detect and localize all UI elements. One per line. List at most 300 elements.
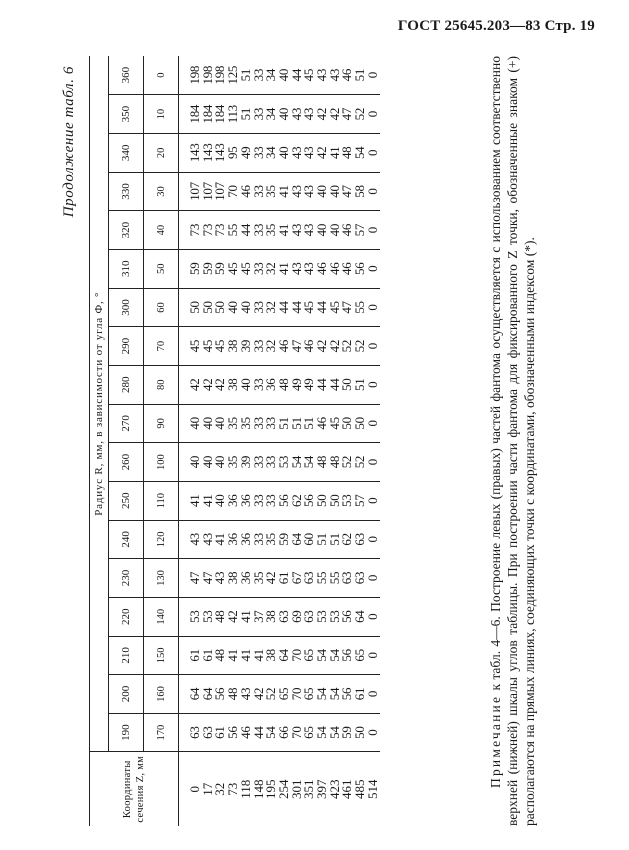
angle-bottom-header: 0 xyxy=(144,56,179,95)
z-coordinate-cell: 148 xyxy=(250,779,266,799)
radius-cell: 0 xyxy=(367,211,380,250)
radius-cell: 0 xyxy=(367,249,380,288)
radius-cell: 33 xyxy=(253,365,266,404)
radius-cell: 54 xyxy=(329,675,342,714)
radius-cell: 40 xyxy=(227,288,240,327)
radius-cell: 54 xyxy=(316,636,329,675)
corner-header: Координаты сечения Z, мм xyxy=(90,752,179,826)
radius-cell: 33 xyxy=(253,211,266,250)
radius-cell: 0 xyxy=(367,404,380,443)
radius-cell: 46 xyxy=(341,56,354,95)
radius-cell: 40 xyxy=(179,443,202,482)
radius-cell: 63 xyxy=(303,597,316,636)
angle-bottom-header: 150 xyxy=(144,636,179,675)
radius-cell: 38 xyxy=(227,365,240,404)
radius-cell: 52 xyxy=(341,327,354,366)
radius-cell: 43 xyxy=(303,249,316,288)
radius-cell: 50 xyxy=(214,288,227,327)
radius-cell: 40 xyxy=(278,134,291,173)
table-row xyxy=(303,56,316,826)
radius-cell: 41 xyxy=(202,481,215,520)
radius-cell: 143 xyxy=(214,134,227,173)
radius-cell: 48 xyxy=(214,636,227,675)
radius-cell: 0 xyxy=(367,172,380,211)
radius-cell: 43 xyxy=(316,56,329,95)
radius-cell: 43 xyxy=(291,249,304,288)
table-row xyxy=(291,56,304,826)
radius-cell: 0 xyxy=(367,636,380,675)
radius-cell: 41 xyxy=(240,597,253,636)
angle-top-header: 250 xyxy=(109,481,144,520)
radius-cell: 55 xyxy=(316,559,329,598)
radius-cell: 0 xyxy=(367,56,380,95)
radius-cell: 40 xyxy=(278,56,291,95)
radius-cell: 34 xyxy=(265,134,278,173)
radius-cell: 33 xyxy=(253,56,266,95)
radius-cell: 143 xyxy=(179,134,202,173)
radius-cell: 53 xyxy=(278,443,291,482)
radius-cell: 47 xyxy=(291,327,304,366)
radius-cell: 70 xyxy=(227,172,240,211)
radius-cell: 50 xyxy=(329,481,342,520)
radius-cell: 61 xyxy=(202,636,215,675)
radius-cell: 46 xyxy=(278,327,291,366)
radius-cell: 0 xyxy=(367,481,380,520)
radius-cell: 47 xyxy=(341,288,354,327)
radius-cell: 73 xyxy=(214,211,227,250)
radius-cell: 65 xyxy=(303,675,316,714)
radius-cell: 52 xyxy=(341,443,354,482)
radius-cell: 67 xyxy=(291,559,304,598)
table-row xyxy=(367,56,380,826)
radius-cell: 0 xyxy=(367,95,380,134)
radius-cell: 42 xyxy=(202,365,215,404)
radius-cell: 64 xyxy=(202,675,215,714)
radius-cell: 49 xyxy=(240,134,253,173)
radius-cell: 65 xyxy=(303,713,316,752)
radius-cell: 45 xyxy=(179,327,202,366)
radius-cell: 54 xyxy=(329,636,342,675)
z-coordinate-cell: 351 xyxy=(301,779,317,799)
radius-cell: 44 xyxy=(316,288,329,327)
radius-cell: 0 xyxy=(367,327,380,366)
radius-cell: 42 xyxy=(214,365,227,404)
radius-cell: 52 xyxy=(265,675,278,714)
radius-cell: 70 xyxy=(291,636,304,675)
radius-cell: 46 xyxy=(341,211,354,250)
radius-cell: 41 xyxy=(278,249,291,288)
radius-cell: 65 xyxy=(278,675,291,714)
radius-cell: 33 xyxy=(253,520,266,559)
radius-cell: 46 xyxy=(341,249,354,288)
radius-cell: 59 xyxy=(202,249,215,288)
radius-cell: 48 xyxy=(329,443,342,482)
radius-cell: 63 xyxy=(303,559,316,598)
z-coordinate-cell: 301 xyxy=(288,779,304,799)
radius-cell: 35 xyxy=(265,211,278,250)
radius-cell: 63 xyxy=(179,713,202,752)
radius-cell: 45 xyxy=(303,56,316,95)
radius-cell: 45 xyxy=(303,288,316,327)
radius-cell: 59 xyxy=(214,249,227,288)
z-coordinate-cell: 0 xyxy=(187,786,202,793)
radius-cell: 33 xyxy=(253,95,266,134)
radius-cell: 63 xyxy=(341,559,354,598)
angle-bottom-header: 120 xyxy=(144,520,179,559)
radius-cell: 37 xyxy=(253,597,266,636)
table-row xyxy=(253,56,266,826)
radius-cell: 40 xyxy=(329,211,342,250)
group-header: Радиус R, мм, в зависимости от угла Ф, ° xyxy=(90,56,109,752)
angle-bottom-header: 160 xyxy=(144,675,179,714)
radius-cell: 61 xyxy=(354,675,367,714)
radius-cell: 53 xyxy=(341,481,354,520)
radius-cell: 42 xyxy=(316,95,329,134)
angle-top-header: 240 xyxy=(109,520,144,559)
radius-cell: 44 xyxy=(291,288,304,327)
angle-top-header: 190 xyxy=(109,713,144,752)
radius-cell: 0 xyxy=(367,365,380,404)
radius-cell: 107 xyxy=(214,172,227,211)
radius-cell: 42 xyxy=(329,95,342,134)
radius-cell: 64 xyxy=(179,675,202,714)
radius-cell: 46 xyxy=(329,249,342,288)
angle-top-header: 200 xyxy=(109,675,144,714)
radius-cell: 54 xyxy=(316,713,329,752)
table-row xyxy=(278,56,291,826)
radius-cell: 41 xyxy=(278,172,291,211)
radius-cell: 35 xyxy=(240,404,253,443)
radius-cell: 40 xyxy=(214,443,227,482)
radius-cell: 51 xyxy=(354,365,367,404)
table-row xyxy=(341,56,354,826)
z-coordinate-cell: 73 xyxy=(225,782,241,796)
radius-cell: 35 xyxy=(227,404,240,443)
radius-cell: 64 xyxy=(291,520,304,559)
radius-cell: 43 xyxy=(303,172,316,211)
radius-cell: 46 xyxy=(303,327,316,366)
radius-cell: 125 xyxy=(227,56,240,95)
radius-cell: 54 xyxy=(265,713,278,752)
radius-cell: 48 xyxy=(341,134,354,173)
radius-cell: 53 xyxy=(329,597,342,636)
radius-cell: 0 xyxy=(367,443,380,482)
angle-top-header: 340 xyxy=(109,134,144,173)
z-coordinate-cell: 485 xyxy=(352,779,368,799)
radius-cell: 73 xyxy=(179,211,202,250)
rotated-page-content xyxy=(59,56,579,826)
radius-cell: 0 xyxy=(367,597,380,636)
radius-cell: 184 xyxy=(214,95,227,134)
radius-cell: 56 xyxy=(341,675,354,714)
radius-cell: 33 xyxy=(253,249,266,288)
radius-cell: 44 xyxy=(253,713,266,752)
radius-cell: 40 xyxy=(202,443,215,482)
radius-cell: 49 xyxy=(291,365,304,404)
angle-bottom-header: 90 xyxy=(144,404,179,443)
radius-cell: 53 xyxy=(179,597,202,636)
radius-cell: 38 xyxy=(265,636,278,675)
angle-bottom-header: 70 xyxy=(144,327,179,366)
radius-cell: 50 xyxy=(354,713,367,752)
radius-cell: 0 xyxy=(367,134,380,173)
footnote-text: к табл. 4—6. Построение левых (правых) частей фантома осуществляется с использованием соответственно верхней (нижней) шкалы углов таблицы. При построении части фантома для фиксированного Z точки, обозначенные знаком (+) располагаются на прямых линиях, соединяющих точки с координатами, обозначенными индексом (*). xyxy=(487,56,537,826)
radius-cell: 52 xyxy=(354,327,367,366)
radius-cell: 56 xyxy=(354,249,367,288)
radius-cell: 65 xyxy=(303,636,316,675)
radius-cell: 62 xyxy=(291,481,304,520)
table-row xyxy=(179,56,202,826)
angle-bottom-header: 60 xyxy=(144,288,179,327)
radius-cell: 198 xyxy=(202,56,215,95)
radius-cell: 51 xyxy=(278,404,291,443)
angle-top-header: 230 xyxy=(109,559,144,598)
radius-cell: 107 xyxy=(179,172,202,211)
radius-cell: 0 xyxy=(367,713,380,752)
radius-cell: 43 xyxy=(179,520,202,559)
radius-cell: 41 xyxy=(240,636,253,675)
radius-cell: 36 xyxy=(265,365,278,404)
radius-cell: 50 xyxy=(202,288,215,327)
radius-cell: 42 xyxy=(227,597,240,636)
radius-cell: 0 xyxy=(367,288,380,327)
radius-cell: 63 xyxy=(202,713,215,752)
radius-cell: 59 xyxy=(278,520,291,559)
radius-cell: 38 xyxy=(227,327,240,366)
radius-cell: 45 xyxy=(227,249,240,288)
radius-cell: 44 xyxy=(278,288,291,327)
radius-cell: 40 xyxy=(240,288,253,327)
radius-cell: 43 xyxy=(240,675,253,714)
radius-cell: 47 xyxy=(341,95,354,134)
radius-cell: 48 xyxy=(214,597,227,636)
radius-cell: 63 xyxy=(354,559,367,598)
angle-bottom-header: 100 xyxy=(144,443,179,482)
angle-top-header: 290 xyxy=(109,327,144,366)
radius-cell: 48 xyxy=(278,365,291,404)
radius-cell: 48 xyxy=(316,443,329,482)
radius-cell: 42 xyxy=(316,327,329,366)
angle-top-header: 210 xyxy=(109,636,144,675)
radius-cell: 44 xyxy=(316,365,329,404)
radius-cell: 44 xyxy=(329,365,342,404)
radius-cell: 40 xyxy=(240,365,253,404)
radius-cell: 56 xyxy=(278,481,291,520)
radius-cell: 42 xyxy=(253,675,266,714)
radius-cell: 47 xyxy=(341,172,354,211)
radius-cell: 46 xyxy=(240,172,253,211)
radius-cell: 60 xyxy=(303,520,316,559)
radius-cell: 43 xyxy=(291,95,304,134)
radius-cell: 44 xyxy=(291,56,304,95)
radius-cell: 43 xyxy=(214,559,227,598)
radius-cell: 45 xyxy=(329,288,342,327)
radius-cell: 70 xyxy=(291,713,304,752)
radius-cell: 33 xyxy=(265,404,278,443)
angle-bottom-header: 170 xyxy=(144,713,179,752)
angle-bottom-header: 10 xyxy=(144,95,179,134)
radius-cell: 36 xyxy=(240,559,253,598)
radius-cell: 33 xyxy=(253,134,266,173)
radius-cell: 55 xyxy=(329,559,342,598)
radius-cell: 64 xyxy=(278,636,291,675)
continuation-label: Продолжение табл. 6 xyxy=(61,66,77,218)
radius-cell: 56 xyxy=(214,675,227,714)
radius-cell: 198 xyxy=(179,56,202,95)
radius-cell: 47 xyxy=(179,559,202,598)
radius-cell: 46 xyxy=(240,713,253,752)
radius-cell: 184 xyxy=(179,95,202,134)
radius-cell: 39 xyxy=(240,443,253,482)
radius-cell: 41 xyxy=(253,636,266,675)
radius-cell: 40 xyxy=(316,172,329,211)
radius-cell: 43 xyxy=(291,211,304,250)
radius-cell: 56 xyxy=(303,481,316,520)
radius-cell: 40 xyxy=(316,211,329,250)
radius-cell: 36 xyxy=(227,481,240,520)
z-coordinate-cell: 118 xyxy=(237,779,253,799)
radius-cell: 51 xyxy=(240,56,253,95)
radius-cell: 52 xyxy=(354,443,367,482)
radius-cell: 38 xyxy=(227,559,240,598)
radius-cell: 33 xyxy=(253,172,266,211)
table-row xyxy=(202,56,215,826)
radius-cell: 55 xyxy=(354,288,367,327)
radius-cell: 45 xyxy=(214,327,227,366)
angle-top-header: 360 xyxy=(109,56,144,95)
radius-cell: 42 xyxy=(329,327,342,366)
radius-cell: 41 xyxy=(214,520,227,559)
radius-cell: 42 xyxy=(179,365,202,404)
angle-bottom-header: 30 xyxy=(144,172,179,211)
radius-cell: 54 xyxy=(329,713,342,752)
angle-top-header: 310 xyxy=(109,249,144,288)
radius-cell: 32 xyxy=(265,249,278,288)
radius-cell: 33 xyxy=(253,288,266,327)
radius-cell: 35 xyxy=(265,172,278,211)
radius-cell: 107 xyxy=(202,172,215,211)
table-row xyxy=(354,56,367,826)
radius-cell: 69 xyxy=(291,597,304,636)
radius-cell: 33 xyxy=(265,443,278,482)
z-coordinate-cell: 461 xyxy=(339,779,355,799)
radius-cell: 56 xyxy=(341,597,354,636)
radius-cell: 43 xyxy=(303,134,316,173)
radius-cell: 59 xyxy=(179,249,202,288)
radius-cell: 35 xyxy=(227,443,240,482)
radius-cell: 61 xyxy=(278,559,291,598)
radius-cell: 143 xyxy=(202,134,215,173)
radius-cell: 50 xyxy=(341,365,354,404)
radius-cell: 33 xyxy=(253,443,266,482)
angle-top-header: 270 xyxy=(109,404,144,443)
radius-cell: 33 xyxy=(265,481,278,520)
angle-bottom-header: 130 xyxy=(144,559,179,598)
footnote xyxy=(487,56,538,826)
radius-cell: 51 xyxy=(303,404,316,443)
radius-cell: 45 xyxy=(202,327,215,366)
radius-cell: 52 xyxy=(354,95,367,134)
angle-bottom-header: 80 xyxy=(144,365,179,404)
radius-cell: 61 xyxy=(179,636,202,675)
radius-cell: 44 xyxy=(240,211,253,250)
z-coordinate-cell: 397 xyxy=(314,779,330,799)
radius-cell: 33 xyxy=(253,327,266,366)
radius-cell: 58 xyxy=(354,172,367,211)
footnote-lead: Примечание xyxy=(487,694,503,788)
radius-cell: 36 xyxy=(227,520,240,559)
table-row xyxy=(329,56,342,826)
radius-cell: 184 xyxy=(202,95,215,134)
radius-cell: 54 xyxy=(316,675,329,714)
radius-cell: 53 xyxy=(316,597,329,636)
angle-bottom-header: 110 xyxy=(144,481,179,520)
radius-cell: 43 xyxy=(329,56,342,95)
angle-top-header: 350 xyxy=(109,95,144,134)
angle-top-header: 300 xyxy=(109,288,144,327)
radius-cell: 51 xyxy=(316,520,329,559)
table-row xyxy=(214,56,227,826)
radius-cell: 66 xyxy=(278,713,291,752)
radius-cell: 41 xyxy=(179,481,202,520)
data-table xyxy=(89,56,380,826)
table-row xyxy=(316,56,329,826)
radius-cell: 0 xyxy=(367,559,380,598)
radius-cell: 45 xyxy=(240,249,253,288)
radius-cell: 53 xyxy=(202,597,215,636)
radius-cell: 62 xyxy=(341,520,354,559)
z-coordinate-cell: 514 xyxy=(364,779,380,799)
radius-cell: 51 xyxy=(291,404,304,443)
angle-top-header: 220 xyxy=(109,597,144,636)
radius-cell: 35 xyxy=(253,559,266,598)
radius-cell: 61 xyxy=(214,713,227,752)
radius-cell: 45 xyxy=(329,404,342,443)
radius-cell: 54 xyxy=(354,134,367,173)
radius-cell: 113 xyxy=(227,95,240,134)
radius-cell: 46 xyxy=(316,404,329,443)
radius-cell: 70 xyxy=(291,675,304,714)
angle-bottom-header: 50 xyxy=(144,249,179,288)
angle-top-header: 320 xyxy=(109,211,144,250)
angle-bottom-header: 40 xyxy=(144,211,179,250)
radius-cell: 36 xyxy=(240,481,253,520)
radius-cell: 43 xyxy=(303,95,316,134)
radius-cell: 34 xyxy=(265,56,278,95)
page-header: ГОСТ 25645.203—83 Стр. 19 xyxy=(397,18,595,34)
z-coordinate-cell: 254 xyxy=(275,779,291,799)
angle-top-header: 280 xyxy=(109,365,144,404)
radius-cell: 42 xyxy=(265,559,278,598)
radius-cell: 32 xyxy=(265,327,278,366)
radius-cell: 40 xyxy=(179,404,202,443)
radius-cell: 42 xyxy=(316,134,329,173)
radius-cell: 50 xyxy=(316,481,329,520)
angle-bottom-header: 20 xyxy=(144,134,179,173)
z-coordinate-cell: 17 xyxy=(199,782,215,796)
radius-cell: 33 xyxy=(253,404,266,443)
radius-cell: 59 xyxy=(341,713,354,752)
radius-cell: 55 xyxy=(227,211,240,250)
radius-cell: 35 xyxy=(265,520,278,559)
radius-cell: 65 xyxy=(354,636,367,675)
radius-cell: 43 xyxy=(303,211,316,250)
radius-cell: 73 xyxy=(202,211,215,250)
radius-cell: 49 xyxy=(303,365,316,404)
radius-cell: 56 xyxy=(341,636,354,675)
angle-top-header: 260 xyxy=(109,443,144,482)
radius-cell: 39 xyxy=(240,327,253,366)
